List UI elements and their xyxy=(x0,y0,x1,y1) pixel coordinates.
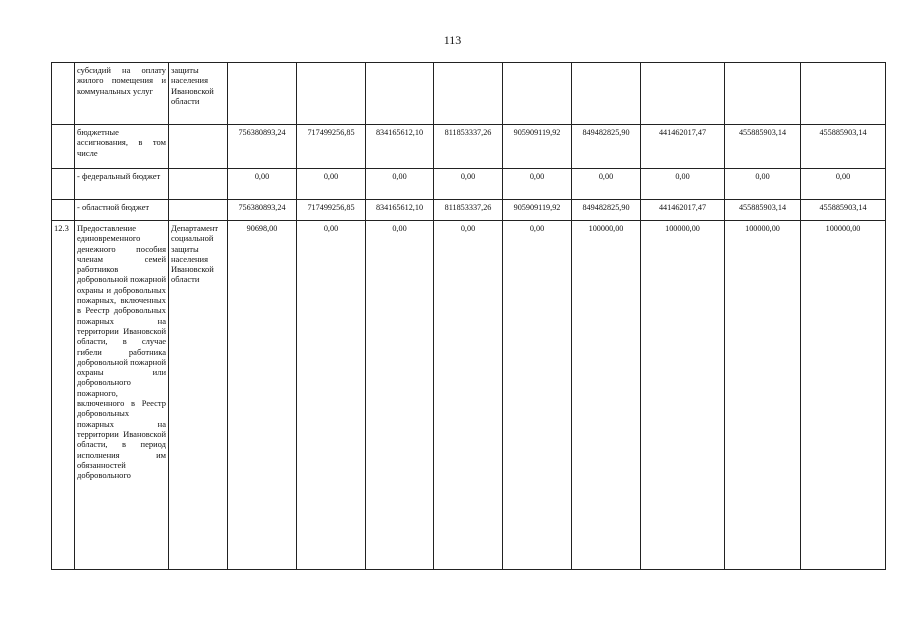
cell-value: 441462017,47 xyxy=(641,200,725,221)
cell-value: 811853337,26 xyxy=(434,125,503,169)
cell-value: 849482825,90 xyxy=(572,200,641,221)
cell-value: 756380893,24 xyxy=(228,125,297,169)
cell-number xyxy=(52,200,75,221)
cell-value: 100000,00 xyxy=(801,221,886,570)
cell-value: 100000,00 xyxy=(725,221,801,570)
cell-value: 717499256,85 xyxy=(297,125,366,169)
cell-value xyxy=(297,63,366,125)
cell-value: 0,00 xyxy=(503,169,572,200)
table-row-regional xyxy=(52,200,886,221)
cell-value: 0,00 xyxy=(366,221,434,570)
cell-name: - областной бюджет xyxy=(75,200,169,221)
cell-executor xyxy=(169,169,228,200)
cell-value: 0,00 xyxy=(572,169,641,200)
cell-executor xyxy=(169,200,228,221)
cell-executor xyxy=(169,125,228,169)
cell-value: 905909119,92 xyxy=(503,125,572,169)
cell-value: 0,00 xyxy=(725,169,801,200)
cell-value: 100000,00 xyxy=(572,221,641,570)
cell-value: 0,00 xyxy=(228,169,297,200)
cell-value: 0,00 xyxy=(297,221,366,570)
cell-value: 0,00 xyxy=(434,221,503,570)
cell-value: 834165612,10 xyxy=(366,125,434,169)
cell-number xyxy=(52,169,75,200)
cell-value: 756380893,24 xyxy=(228,200,297,221)
cell-executor: защиты населения Ивановской области xyxy=(169,63,228,125)
cell-value: 441462017,47 xyxy=(641,125,725,169)
cell-value xyxy=(228,63,297,125)
cell-value xyxy=(572,63,641,125)
cell-value: 0,00 xyxy=(297,169,366,200)
cell-value xyxy=(366,63,434,125)
table-row-continuation xyxy=(52,63,886,125)
cell-value xyxy=(434,63,503,125)
cell-value: 849482825,90 xyxy=(572,125,641,169)
cell-name: Предоставление единовременного денежного пособия членам семей работников добровольной пожарной охраны и добровольных пожарных, включенных в Реестр добровольных пожарных на территории Ивановской области, в случае гибели работника добровольной пожарной охраны или добровольного пожарного, включенного в Реестр добровольных пожарных на территории Ивановской области, в период исполнения им обязанностей добровольного xyxy=(75,221,169,570)
cell-value: 455885903,14 xyxy=(801,125,886,169)
cell-number xyxy=(52,63,75,125)
cell-value: 0,00 xyxy=(366,169,434,200)
cell-name: - федеральный бюджет xyxy=(75,169,169,200)
cell-value: 455885903,14 xyxy=(801,200,886,221)
cell-value: 834165612,10 xyxy=(366,200,434,221)
cell-value: 0,00 xyxy=(434,169,503,200)
cell-value: 717499256,85 xyxy=(297,200,366,221)
cell-value: 90698,00 xyxy=(228,221,297,570)
cell-value: 0,00 xyxy=(641,169,725,200)
cell-value: 455885903,14 xyxy=(725,125,801,169)
cell-value xyxy=(801,63,886,125)
cell-name: субсидий на оплату жилого помещения и коммунальных услуг xyxy=(75,63,169,125)
cell-value: 905909119,92 xyxy=(503,200,572,221)
budget-table xyxy=(51,62,886,570)
cell-executor: Департамент социальной защиты населения Ивановской области xyxy=(169,221,228,570)
cell-name: бюджетные ассигнования, в том числе xyxy=(75,125,169,169)
table-row-item-12-3 xyxy=(52,221,886,570)
cell-value: 811853337,26 xyxy=(434,200,503,221)
page-number: 113 xyxy=(443,33,462,47)
cell-value: 0,00 xyxy=(503,221,572,570)
cell-value: 0,00 xyxy=(801,169,886,200)
cell-value xyxy=(641,63,725,125)
cell-value: 100000,00 xyxy=(641,221,725,570)
table-row-federal xyxy=(52,169,886,200)
cell-value xyxy=(503,63,572,125)
cell-value: 455885903,14 xyxy=(725,200,801,221)
cell-number: 12.3 xyxy=(52,221,75,570)
cell-value xyxy=(725,63,801,125)
table-row-budget xyxy=(52,125,886,169)
cell-number xyxy=(52,125,75,169)
